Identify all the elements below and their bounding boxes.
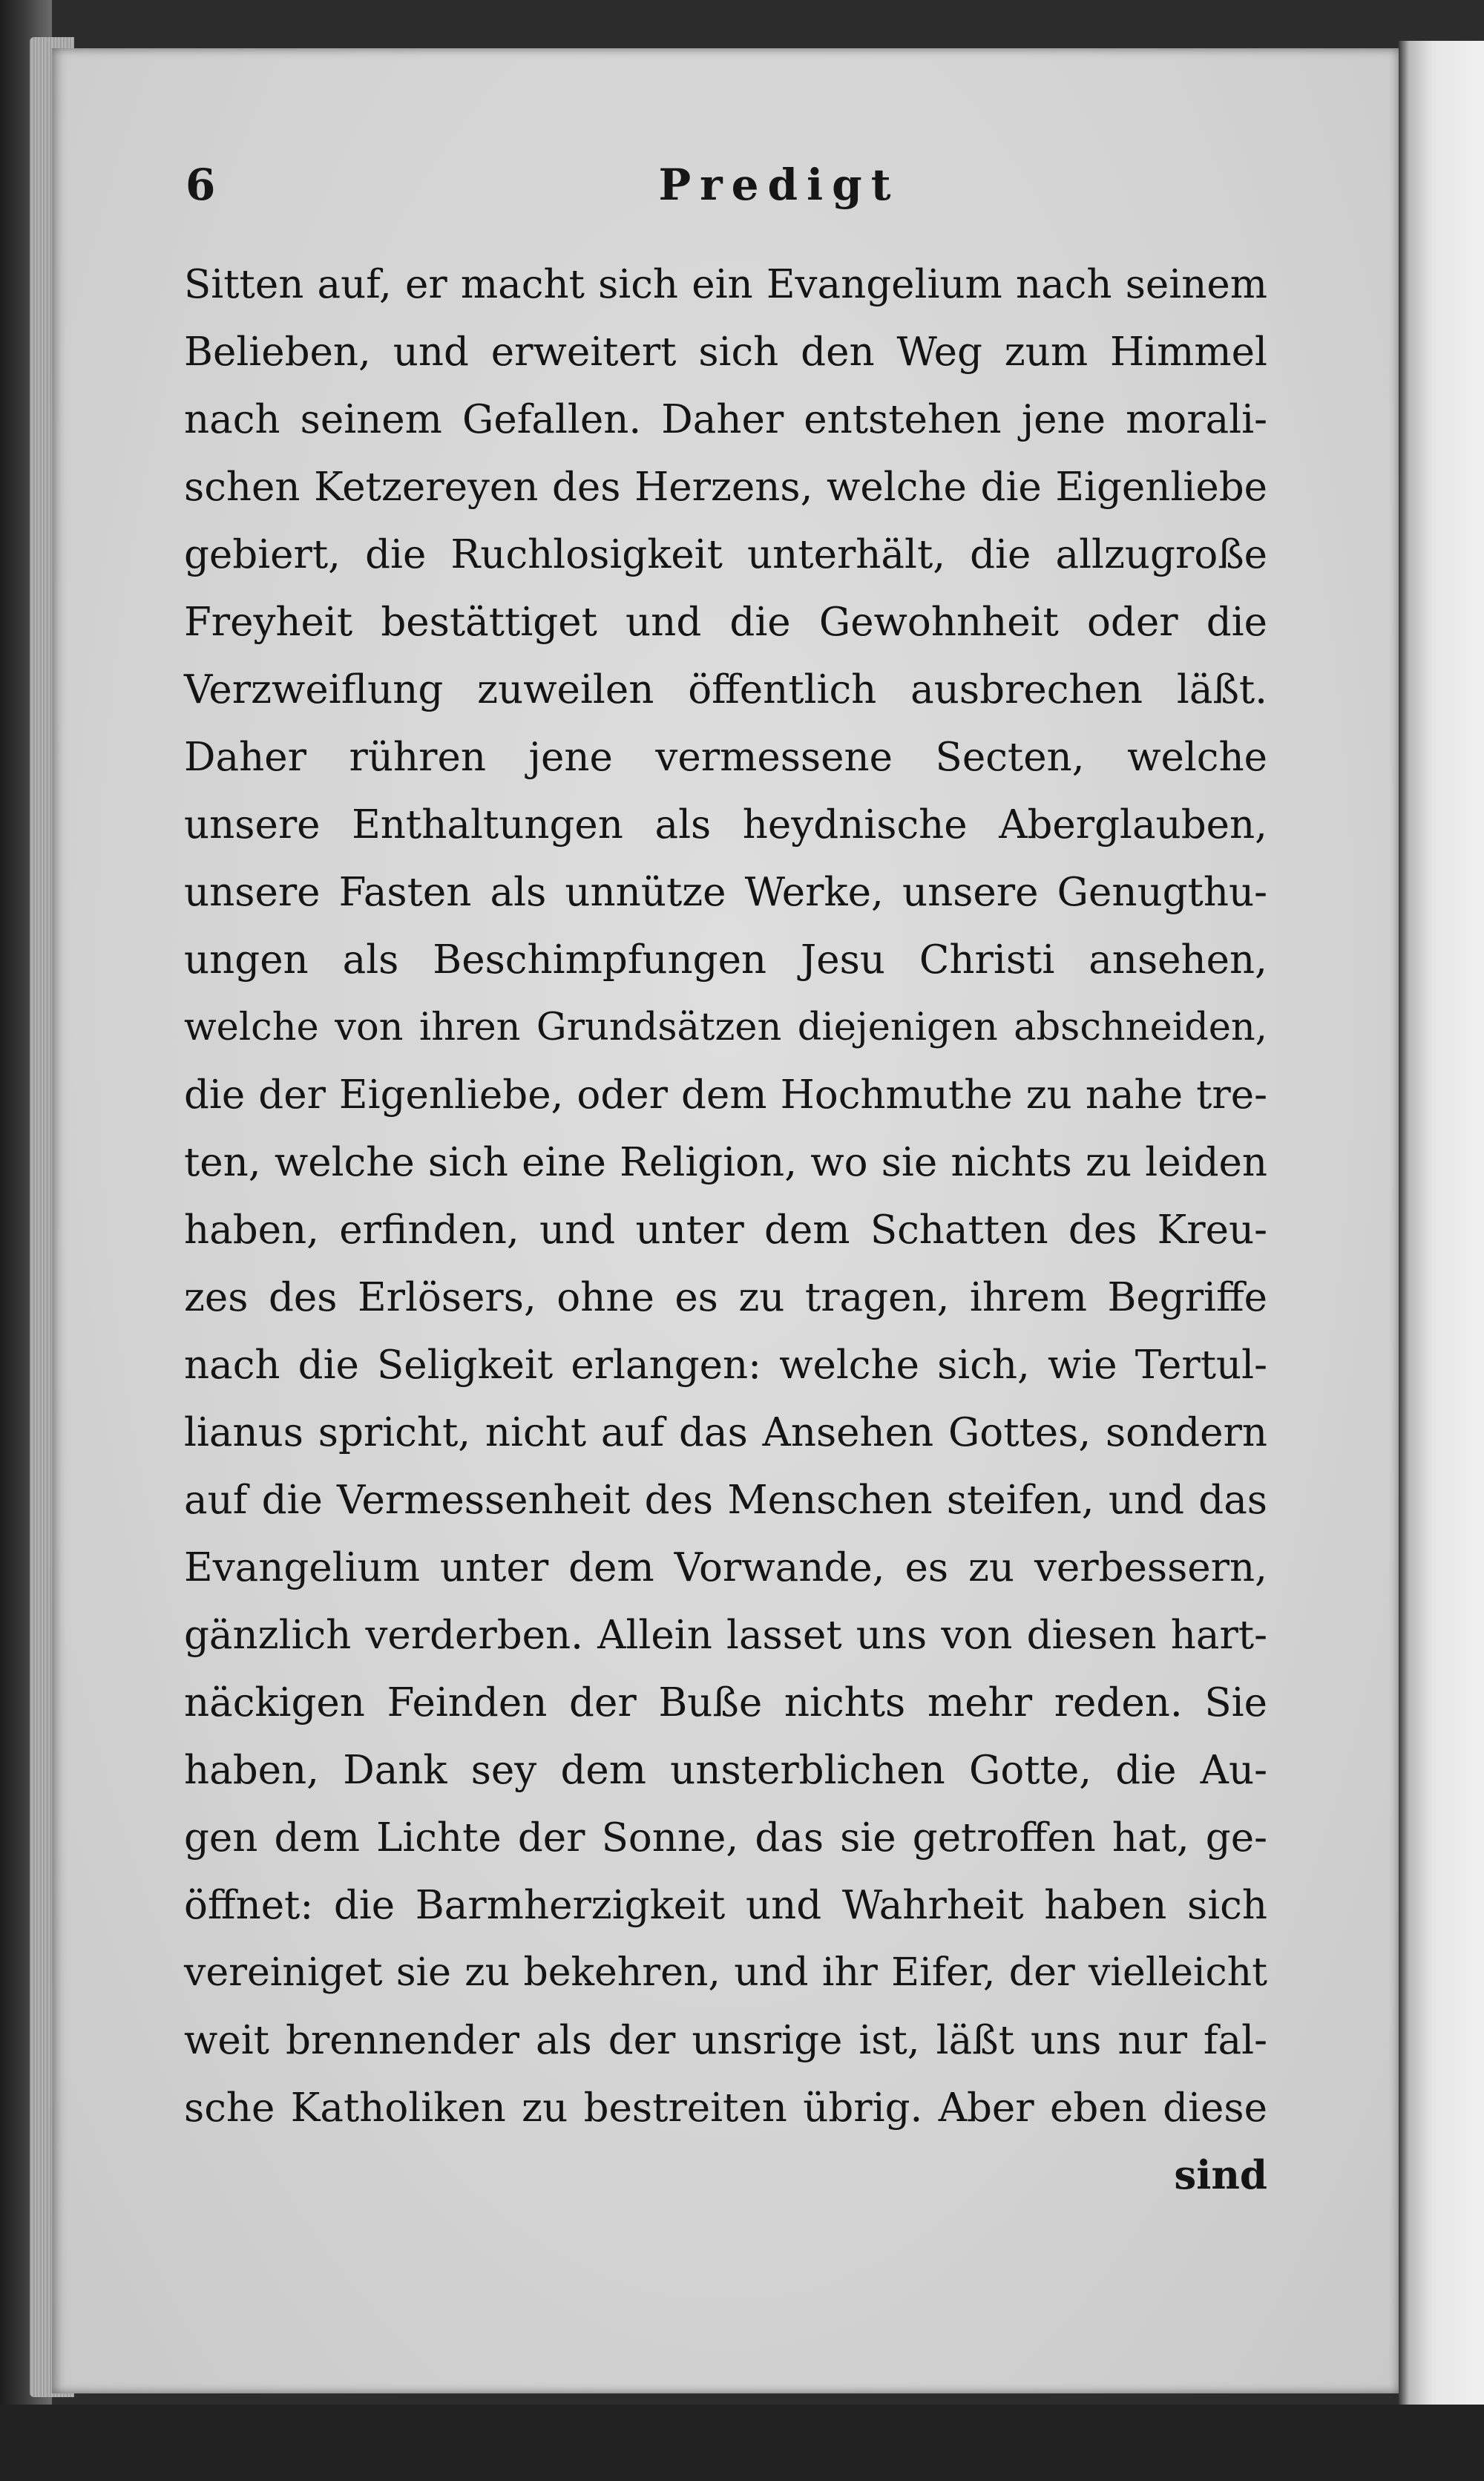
text-line: Freyheit bestättiget und die Gewohnheit oder die: [184, 600, 1267, 645]
text-line: vereiniget sie zu bekehren, und ihr Eifer, der vielleicht: [184, 1950, 1267, 1995]
text-line: unsere Enthaltungen als heydnische Aberglauben,: [184, 802, 1267, 848]
text-line: unsere Fasten als unnütze Werke, unsere Genugthu-: [184, 870, 1267, 915]
running-head: Predigt: [658, 160, 900, 210]
text-line: lianus spricht, nicht auf das Ansehen Gottes, sondern: [184, 1410, 1267, 1455]
scan-background: [0, 2405, 1484, 2481]
text-line: gebiert, die Ruchlosigkeit unterhält, die allzugroße: [184, 532, 1267, 577]
text-line: gen dem Lichte der Sonne, das sie getroffen hat, ge-: [184, 1815, 1267, 1861]
text-line: Verzweiflung zuweilen öffentlich ausbrechen läßt.: [184, 667, 1267, 712]
text-line: schen Ketzereyen des Herzens, welche die Eigenliebe: [184, 465, 1267, 510]
text-line: die der Eigenliebe, oder dem Hochmuthe zu nahe tre-: [184, 1072, 1267, 1118]
text-line: Evangelium unter dem Vorwande, es zu verbessern,: [184, 1545, 1267, 1590]
text-line: Daher rühren jene vermessene Secten, welche: [184, 735, 1267, 780]
page-number: 6: [186, 160, 216, 210]
text-line: sche Katholiken zu bestreiten übrig. Aber eben diese: [184, 2085, 1267, 2131]
text-line: öffnet: die Barmherzigkeit und Wahrheit haben sich: [184, 1883, 1267, 1928]
text-line: haben, erfinden, und unter dem Schatten des Kreu-: [184, 1207, 1267, 1253]
text-line: haben, Dank sey dem unsterblichen Gotte, die Au-: [184, 1748, 1267, 1793]
text-line: Belieben, und erweitert sich den Weg zum Himmel: [184, 330, 1267, 375]
text-line: ungen als Beschimpfungen Jesu Christi ansehen,: [184, 937, 1267, 983]
text-line: nach die Seligkeit erlangen: welche sich, wie Tertul-: [184, 1343, 1267, 1388]
text-line: weit brennender als der unsrige ist, läßt uns nur fal-: [184, 2018, 1267, 2063]
text-line: zes des Erlösers, ohne es zu tragen, ihrem Begriffe: [184, 1275, 1267, 1320]
text-line: welche von ihren Grundsätzen diejenigen abschneiden,: [184, 1006, 1267, 1049]
page-header: [178, 160, 1261, 226]
text-line: auf die Vermessenheit des Menschen steifen, und das: [184, 1478, 1267, 1523]
body-text: [184, 251, 1267, 2209]
text-line: ten, welche sich eine Religion, wo sie nichts zu leiden: [184, 1140, 1267, 1185]
text-line: nach seinem Gefallen. Daher entstehen jene morali-: [184, 397, 1267, 442]
next-leaf-edge: [1399, 41, 1484, 2416]
text-line: näckigen Feinden der Buße nichts mehr reden. Sie: [184, 1680, 1267, 1725]
text-line: Sitten auf, er macht sich ein Evangelium nach seinem: [184, 262, 1267, 307]
text-line: gänzlich verderben. Allein lasset uns von diesen hart-: [184, 1613, 1267, 1658]
catchword: sind: [1174, 2152, 1267, 2198]
